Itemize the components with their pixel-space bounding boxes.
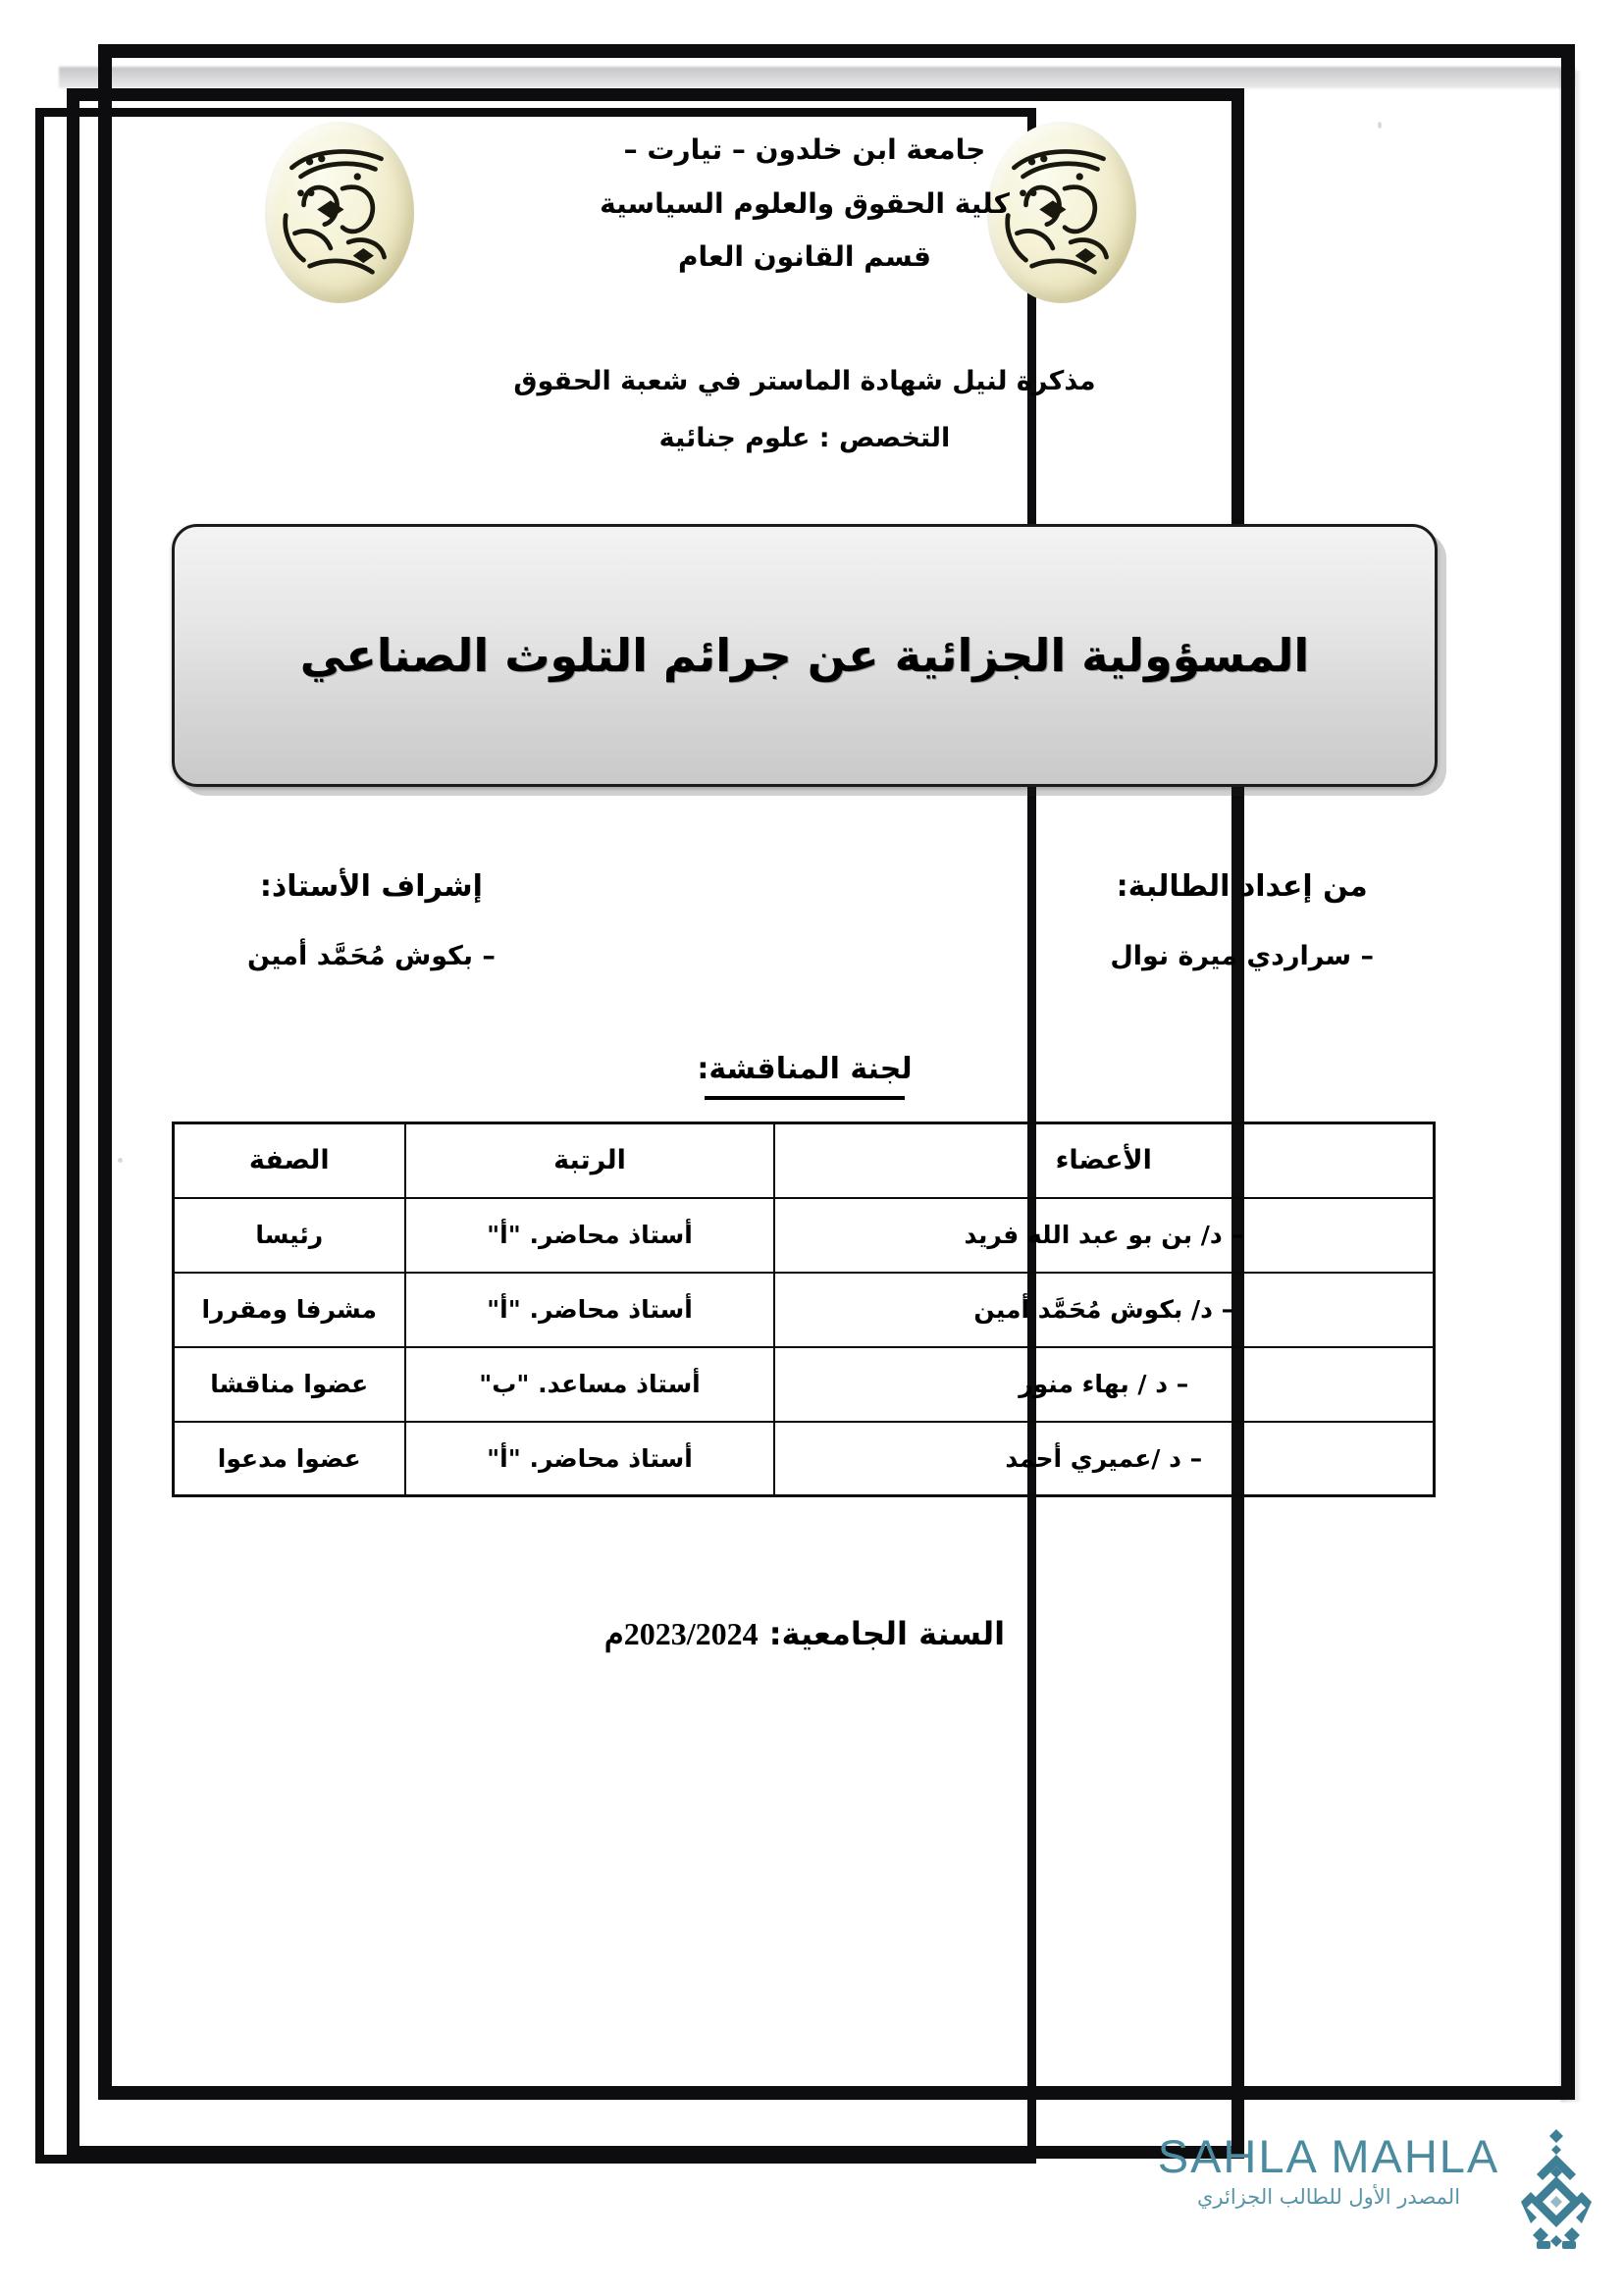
watermark-brand: SAHLA MAHLA (1157, 2130, 1500, 2182)
supervisor-heading: إشراف الأستاذ: (259, 869, 483, 905)
member-rank: أستاذ محاضر. "أ" (405, 1422, 774, 1496)
institution-lines (118, 124, 1492, 285)
table-header-row (173, 1123, 1434, 1198)
committee-heading: لجنة المناقشة: (697, 1052, 913, 1087)
member-name: – د /عميري أحمد (774, 1422, 1434, 1496)
member-role: عضوا مناقشا (173, 1347, 405, 1422)
thesis-title-plaque (172, 524, 1438, 787)
supervisor-name: – بكوش مُحَمَّد أمين (247, 941, 496, 972)
member-rank: أستاذ محاضر. "أ" (405, 1273, 774, 1347)
academic-year-value: 2023/2024م (603, 1616, 759, 1652)
student-column (1110, 869, 1374, 971)
watermark-tagline: المصدر الأول للطالب الجزائري (1196, 2185, 1461, 2209)
committee-heading-wrap (118, 971, 1492, 1086)
supervisor-column (247, 869, 496, 971)
member-rank: أستاذ مساعد. "ب" (405, 1347, 774, 1422)
table-row (173, 1273, 1434, 1347)
degree-statement: مذكرة لنيل شهادة الماستر في شعبة الحقوق (513, 366, 1096, 396)
header-block (118, 118, 1492, 314)
table-row (173, 1198, 1434, 1273)
table-row (173, 1347, 1434, 1422)
member-name: – د/ بن بو عبد الله فريد (774, 1198, 1434, 1273)
thesis-title: المسؤولية الجزائية عن جرائم التلوث الصناعي (299, 629, 1310, 683)
academic-year (118, 1615, 1492, 1652)
faculty-name: كلية الحقوق والعلوم السياسية (600, 186, 1010, 220)
academic-year-label: السنة الجامعية: (768, 1615, 1006, 1653)
column-header-role: الصفة (173, 1123, 405, 1198)
cover-content (118, 108, 1492, 2070)
authorship-block (118, 869, 1492, 971)
university-name: جامعة ابن خلدون – تيارت – (623, 133, 986, 166)
department-name: قسم القانون العام (678, 240, 931, 274)
column-header-members: الأعضاء (774, 1123, 1434, 1198)
member-role: رئيسا (173, 1198, 405, 1273)
member-name: – د/ بكوش مُحَمَّد أمين (774, 1273, 1434, 1347)
column-header-rank: الرتبة (405, 1123, 774, 1198)
specialization: التخصص : علوم جنائية (658, 423, 951, 454)
member-role: عضوا مدعوا (173, 1422, 405, 1496)
committee-table-wrap (175, 1122, 1436, 1497)
member-rank: أستاذ محاضر. "أ" (405, 1198, 774, 1273)
committee-table (172, 1122, 1436, 1497)
student-heading: من إعداد الطالبة: (1116, 869, 1368, 905)
table-row (173, 1422, 1434, 1496)
sahla-mahla-diamond-logo-icon (1511, 2127, 1601, 2253)
degree-block (118, 353, 1492, 467)
member-name: – د / بهاء منور (774, 1347, 1434, 1422)
member-role: مشرفا ومقررا (173, 1273, 405, 1347)
student-name: – سراردي ميرة نوال (1110, 941, 1374, 972)
